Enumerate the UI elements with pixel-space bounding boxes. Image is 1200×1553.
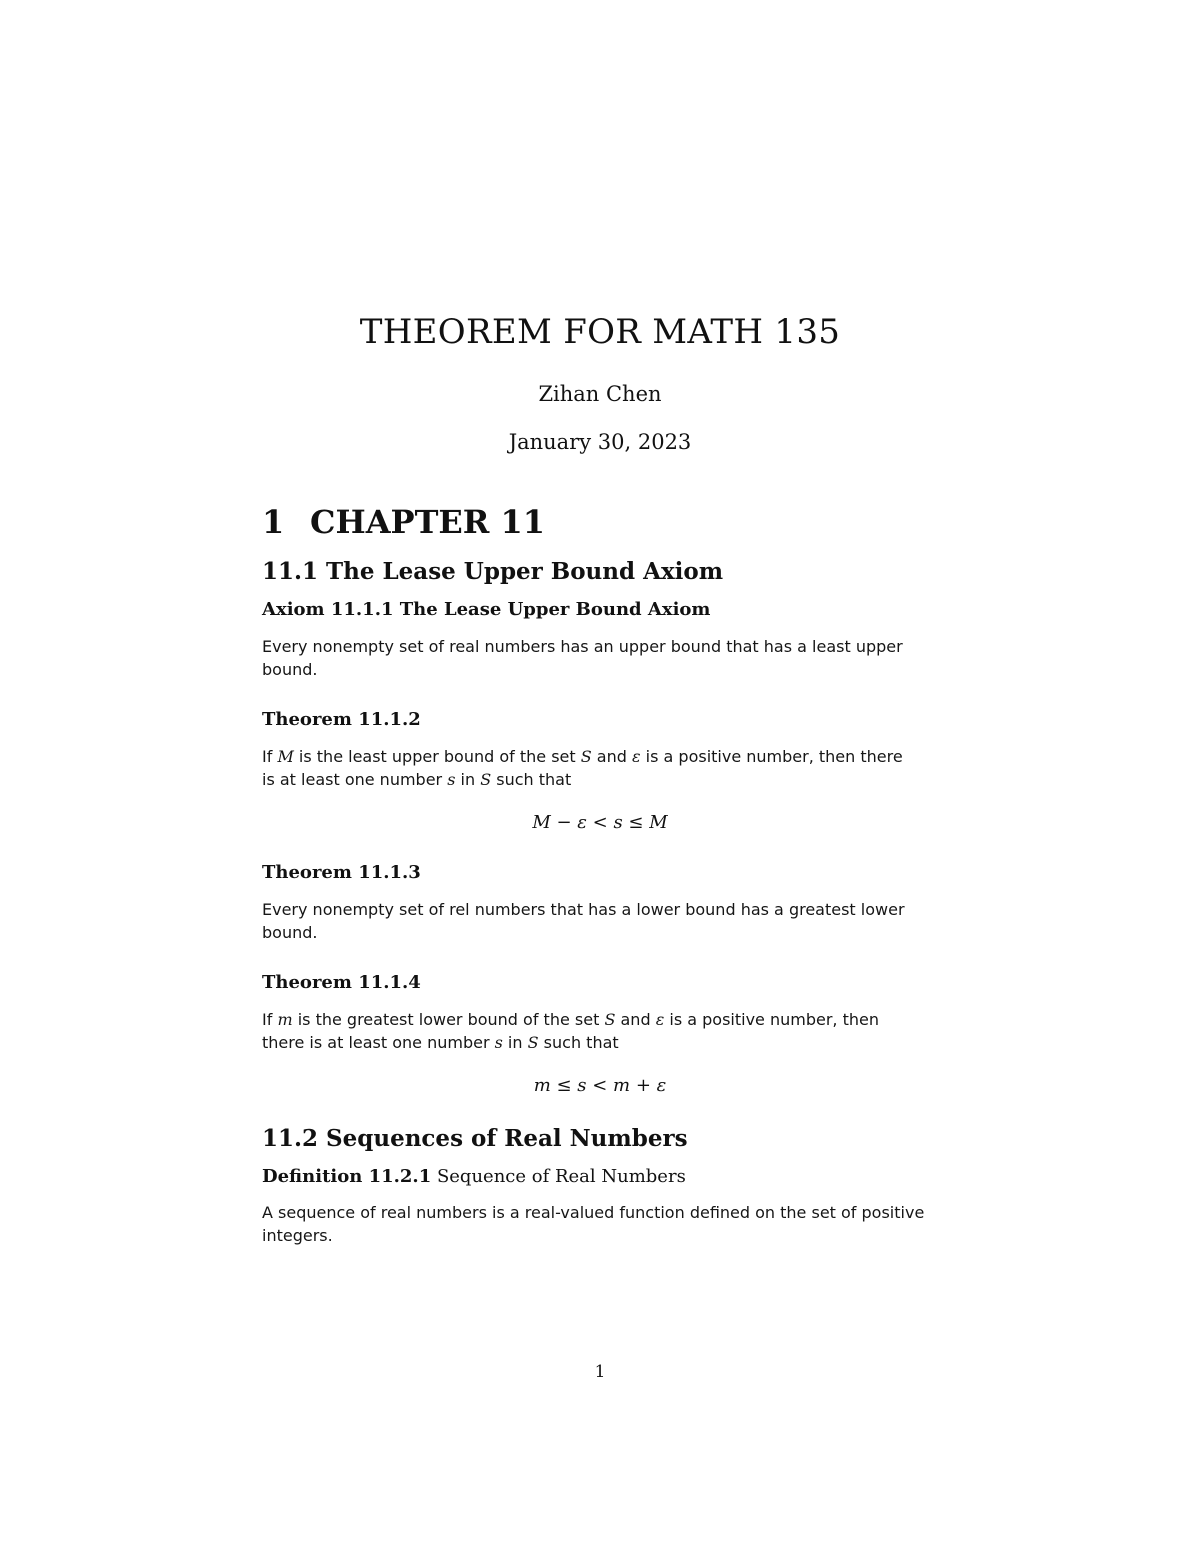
math-variable: S — [527, 1033, 539, 1052]
math-variable: ε — [631, 747, 641, 766]
math-variable: s — [494, 1033, 503, 1052]
axiom-line: bound. — [262, 660, 318, 679]
text-run: If — [262, 747, 278, 766]
math-variable: s — [447, 770, 456, 789]
theorem-line — [262, 768, 942, 791]
text-run: and — [615, 1010, 656, 1029]
theorem-line — [262, 745, 942, 768]
definition-line: A sequence of real numbers is a real-valued function defined on the set of positive — [262, 1203, 925, 1222]
theorem-line: bound. — [262, 923, 318, 942]
text-run: is at least one number — [262, 770, 448, 789]
definition-label: Definition 11.2.1 — [262, 1166, 432, 1187]
text-run: such that — [538, 1033, 619, 1052]
text-run: such that — [491, 770, 572, 789]
definition-line: integers. — [262, 1226, 333, 1245]
math-variable: S — [480, 770, 492, 789]
section-heading-11-2: 11.2 Sequences of Real Numbers — [262, 1125, 688, 1152]
theorem-line — [262, 1031, 942, 1054]
text-run: If — [262, 1010, 278, 1029]
document-date: January 30, 2023 — [508, 430, 692, 454]
text-run: in — [502, 1033, 528, 1052]
theorem-text-11-1-4 — [262, 1008, 942, 1054]
theorem-heading-11-1-4: Theorem 11.1.4 — [262, 972, 421, 993]
text-run: is the greatest lower bound of the set — [292, 1010, 605, 1029]
page-number: 1 — [594, 1362, 606, 1382]
theorem-text-11-1-2 — [262, 745, 942, 791]
axiom-line: Every nonempty set of real numbers has an upper bound that has a least upper — [262, 637, 903, 656]
math-variable: S — [604, 1010, 616, 1029]
definition-heading — [262, 1166, 686, 1187]
axiom-heading: Axiom 11.1.1 The Lease Upper Bound Axiom — [262, 599, 711, 620]
chapter-title: CHAPTER 11 — [310, 503, 546, 541]
section-heading-11-1: 11.1 The Lease Upper Bound Axiom — [262, 558, 724, 585]
text-run: is the least upper bound of the set — [293, 747, 581, 766]
theorem-heading-11-1-2: Theorem 11.1.2 — [262, 709, 421, 730]
chapter-number: 1 — [262, 503, 285, 541]
theorem-line: Every nonempty set of rel numbers that has a lower bound has a greatest lower — [262, 900, 905, 919]
text-run: is a positive number, then — [664, 1010, 879, 1029]
math-variable: M — [277, 747, 294, 766]
theorem-heading-11-1-3: Theorem 11.1.3 — [262, 862, 421, 883]
document-title: THEOREM FOR MATH 135 — [359, 312, 841, 352]
theorem-line — [262, 1008, 942, 1031]
text-run: there is at least one number — [262, 1033, 495, 1052]
text-run: and — [591, 747, 632, 766]
math-variable: m — [277, 1010, 293, 1029]
axiom-text — [262, 635, 942, 681]
definition-text — [262, 1201, 942, 1247]
text-run: is a positive number, then there — [640, 747, 903, 766]
text-run: in — [455, 770, 481, 789]
theorem-text-11-1-3 — [262, 898, 942, 944]
math-variable: S — [580, 747, 592, 766]
document-author: Zihan Chen — [538, 382, 662, 406]
math-variable: ε — [655, 1010, 665, 1029]
equation-11-1-2: M − ε < s ≤ M — [532, 812, 668, 833]
chapter-heading — [262, 503, 545, 541]
equation-11-1-4: m ≤ s < m + ε — [533, 1075, 667, 1096]
definition-title: Sequence of Real Numbers — [431, 1166, 686, 1187]
